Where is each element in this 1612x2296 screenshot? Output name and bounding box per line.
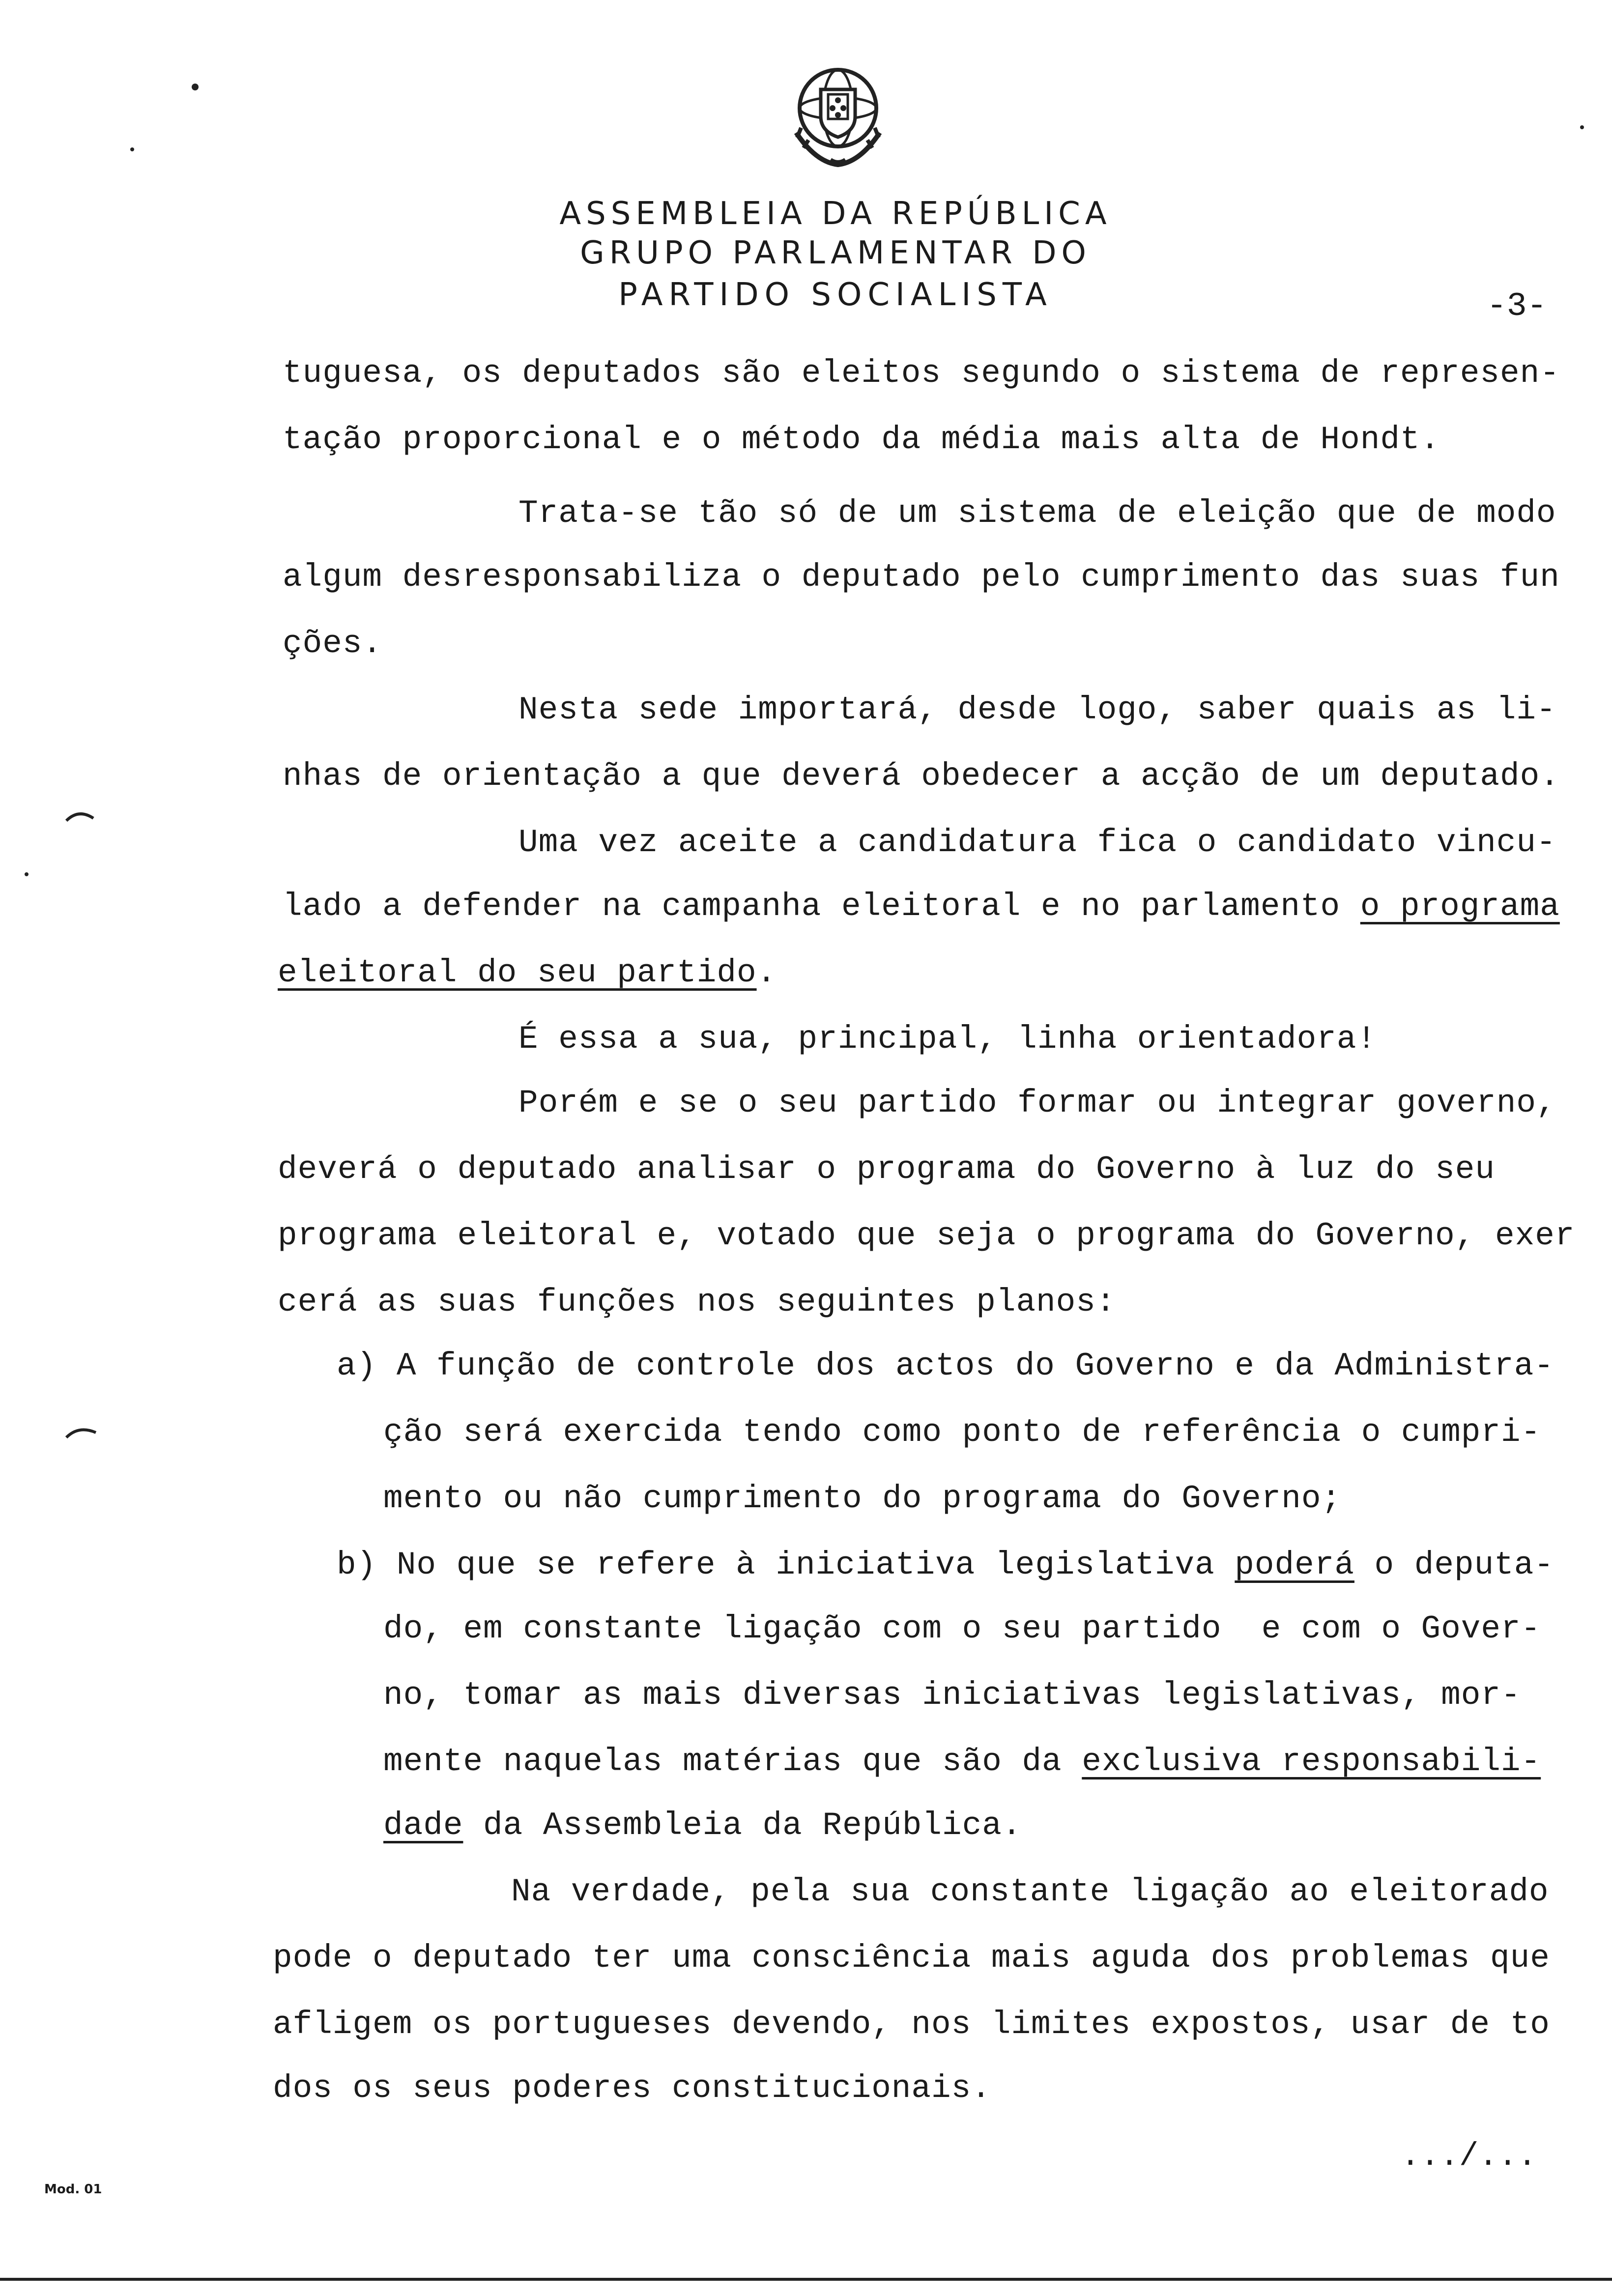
- body-line: [283, 887, 1560, 926]
- scan-speck: [192, 84, 199, 90]
- body-line: do, em constante ligação com o seu partido e com o Gover-: [383, 1610, 1541, 1647]
- header-line-2: GRUPO PARLAMENTAR DO: [580, 235, 1091, 271]
- body-line: no, tomar as mais diversas iniciativas legislativas, mor-: [383, 1677, 1521, 1714]
- form-model-mark: Mod. 01: [44, 2182, 102, 2197]
- underlined-text: eleitoral do seu partido: [278, 954, 757, 991]
- body-line: dos os seus poderes constitucionais.: [273, 2070, 991, 2107]
- body-text: o deputa-: [1354, 1547, 1554, 1583]
- body-text: b) No que se refere à iniciativa legislativa: [337, 1547, 1235, 1583]
- body-line: Trata-se tão só de um sistema de eleição que de modo: [518, 495, 1556, 532]
- body-line: tação proporcional e o método da média mais alta de Hondt.: [283, 421, 1440, 458]
- page-bottom-rule: [0, 2278, 1612, 2281]
- body-line: nhas de orientação a que deverá obedecer a acção de um deputado.: [283, 758, 1560, 795]
- scan-speck: [130, 147, 134, 151]
- underlined-text: dade: [383, 1807, 463, 1844]
- continuation-mark: .../...: [1401, 2138, 1537, 2175]
- scan-mark: [64, 1423, 103, 1442]
- coat-of-arms-emblem: [781, 59, 894, 172]
- header-line-3: PARTIDO SOCIALISTA: [618, 277, 1053, 313]
- body-line: Porém e se o seu partido formar ou integrar governo,: [518, 1085, 1556, 1121]
- body-text: mente naquelas matérias que são da: [383, 1743, 1082, 1780]
- underlined-text: o programa: [1360, 888, 1560, 925]
- body-line: a) A função de controle dos actos do Governo e da Administra-: [337, 1348, 1554, 1384]
- body-line: mento ou não cumprimento do programa do Governo;: [383, 1480, 1342, 1517]
- body-line: tuguesa, os deputados são eleitos segundo o sistema de represen-: [283, 355, 1560, 392]
- body-line: É essa a sua, principal, linha orientadora!: [518, 1021, 1377, 1058]
- underlined-text: exclusiva responsabili-: [1082, 1743, 1541, 1780]
- body-line: Uma vez aceite a candidatura fica o candidato vincu-: [518, 824, 1556, 861]
- body-line: ções.: [283, 625, 383, 662]
- body-line: [278, 953, 777, 993]
- body-line: programa eleitoral e, votado que seja o programa do Governo, exer: [278, 1217, 1575, 1254]
- page-number: -3-: [1487, 287, 1547, 325]
- body-line: afligem os portugueses devendo, nos limites expostos, usar de to: [273, 2006, 1550, 2043]
- body-line: pode o deputado ter uma consciência mais aguda dos problemas que: [273, 1940, 1550, 1977]
- body-line: deverá o deputado analisar o programa do Governo à luz do seu: [278, 1151, 1495, 1188]
- body-line: Na verdade, pela sua constante ligação ao eleitorado: [511, 1873, 1549, 1910]
- body-line: [383, 1806, 1022, 1845]
- underlined-text: poderá: [1235, 1547, 1354, 1583]
- body-line: [337, 1546, 1554, 1585]
- scan-speck: [25, 872, 29, 876]
- body-text: lado a defender na campanha eleitoral e no parlamento: [283, 888, 1360, 925]
- body-text: .: [756, 954, 777, 991]
- scan-speck: [1580, 125, 1584, 129]
- body-text: da Assembleia da República.: [463, 1807, 1022, 1844]
- body-line: algum desresponsabiliza o deputado pelo cumprimento das suas fun: [283, 559, 1560, 596]
- body-line: Nesta sede importará, desde logo, saber quais as li-: [518, 691, 1556, 728]
- body-line: [383, 1742, 1541, 1781]
- body-line: ção será exercida tendo como ponto de referência o cumpri-: [383, 1414, 1541, 1451]
- scan-mark: [64, 806, 103, 826]
- header-line-1: ASSEMBLEIA DA REPÚBLICA: [559, 196, 1112, 232]
- body-line: cerá as suas funções nos seguintes planos:: [278, 1284, 1116, 1320]
